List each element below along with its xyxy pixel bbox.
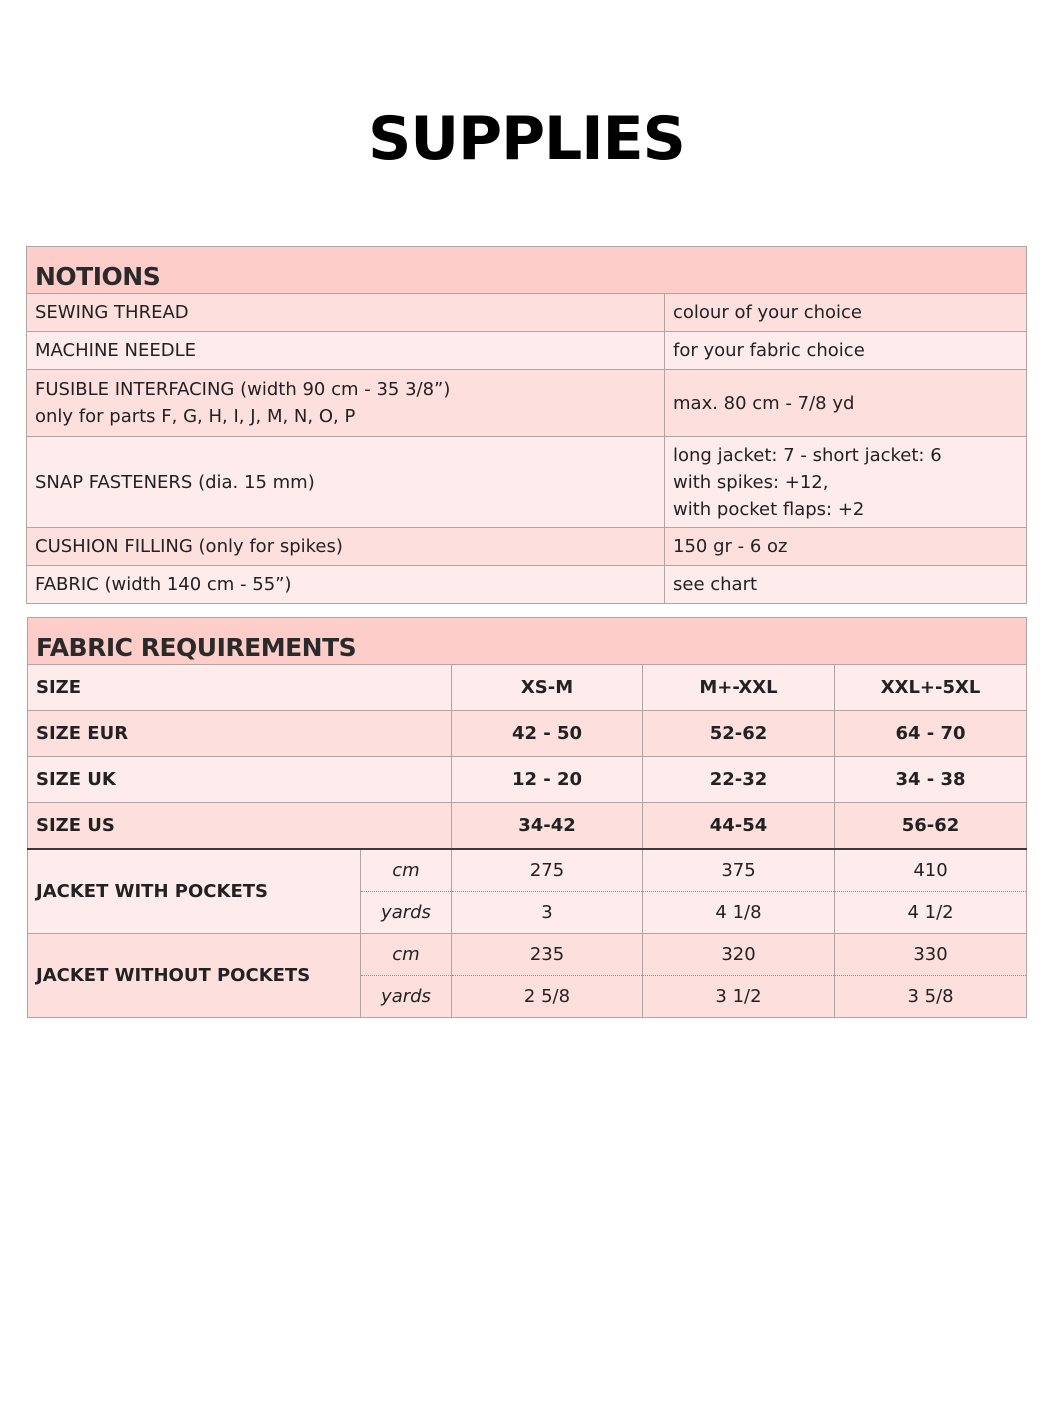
notion-item: [27, 370, 665, 437]
notions-table: [26, 246, 1027, 604]
size-label: SIZE UK: [28, 757, 452, 803]
notion-item-line: FUSIBLE INTERFACING (width 90 cm - 35 3/8”): [35, 379, 451, 400]
fabric-amount: 375: [643, 849, 835, 892]
unit-label: cm: [361, 849, 452, 892]
notion-item: CUSHION FILLING (only for spikes): [27, 528, 665, 566]
size-value: 42 - 50: [452, 711, 643, 757]
fabric-item-label: JACKET WITHOUT POCKETS: [28, 934, 361, 1018]
size-value: 34-42: [452, 803, 643, 850]
size-value: XS-M: [452, 665, 643, 711]
unit-label: yards: [361, 892, 452, 934]
notion-value: see chart: [665, 566, 1027, 604]
page-title: SUPPLIES: [368, 104, 685, 174]
notion-value: colour of your choice: [665, 294, 1027, 332]
size-value: 22-32: [643, 757, 835, 803]
size-label: SIZE: [28, 665, 452, 711]
fabric-amount: 3 1/2: [643, 976, 835, 1018]
fabric-amount: 3: [452, 892, 643, 934]
fabric-amount: 410: [835, 849, 1027, 892]
size-value: 34 - 38: [835, 757, 1027, 803]
notion-item: SNAP FASTENERS (dia. 15 mm): [27, 437, 665, 528]
fabric-requirements-table: [27, 617, 1027, 1018]
size-value: XXL+-5XL: [835, 665, 1027, 711]
size-value: 12 - 20: [452, 757, 643, 803]
notion-value-line: with spikes: +12,: [673, 471, 829, 493]
size-value: M+-XXL: [643, 665, 835, 711]
fabric-amount: 235: [452, 934, 643, 976]
notion-item: SEWING THREAD: [27, 294, 665, 332]
unit-label: yards: [361, 976, 452, 1018]
notion-item-line: only for parts F, G, H, I, J, M, N, O, P: [35, 406, 356, 427]
notion-value: max. 80 cm - 7/8 yd: [665, 370, 1027, 437]
notion-value-line: with pocket flaps: +2: [673, 498, 865, 520]
fabric-amount: 3 5/8: [835, 976, 1027, 1018]
size-label: SIZE US: [28, 803, 452, 850]
notion-value-line: long jacket: 7 - short jacket: 6: [673, 444, 942, 466]
size-value: 52-62: [643, 711, 835, 757]
notions-heading: NOTIONS: [27, 247, 1027, 294]
notion-value: 150 gr - 6 oz: [665, 528, 1027, 566]
unit-label: cm: [361, 934, 452, 976]
notion-item: FABRIC (width 140 cm - 55”): [27, 566, 665, 604]
size-label: SIZE EUR: [28, 711, 452, 757]
fabric-item-label: JACKET WITH POCKETS: [28, 849, 361, 934]
size-value: 44-54: [643, 803, 835, 850]
fabric-amount: 320: [643, 934, 835, 976]
fabric-amount: 4 1/8: [643, 892, 835, 934]
notion-value: [665, 437, 1027, 528]
fabric-amount: 2 5/8: [452, 976, 643, 1018]
fabric-heading: FABRIC REQUIREMENTS: [28, 618, 1027, 665]
size-value: 56-62: [835, 803, 1027, 850]
notion-value: for your fabric choice: [665, 332, 1027, 370]
size-value: 64 - 70: [835, 711, 1027, 757]
fabric-amount: 330: [835, 934, 1027, 976]
notion-item: MACHINE NEEDLE: [27, 332, 665, 370]
fabric-amount: 4 1/2: [835, 892, 1027, 934]
fabric-amount: 275: [452, 849, 643, 892]
